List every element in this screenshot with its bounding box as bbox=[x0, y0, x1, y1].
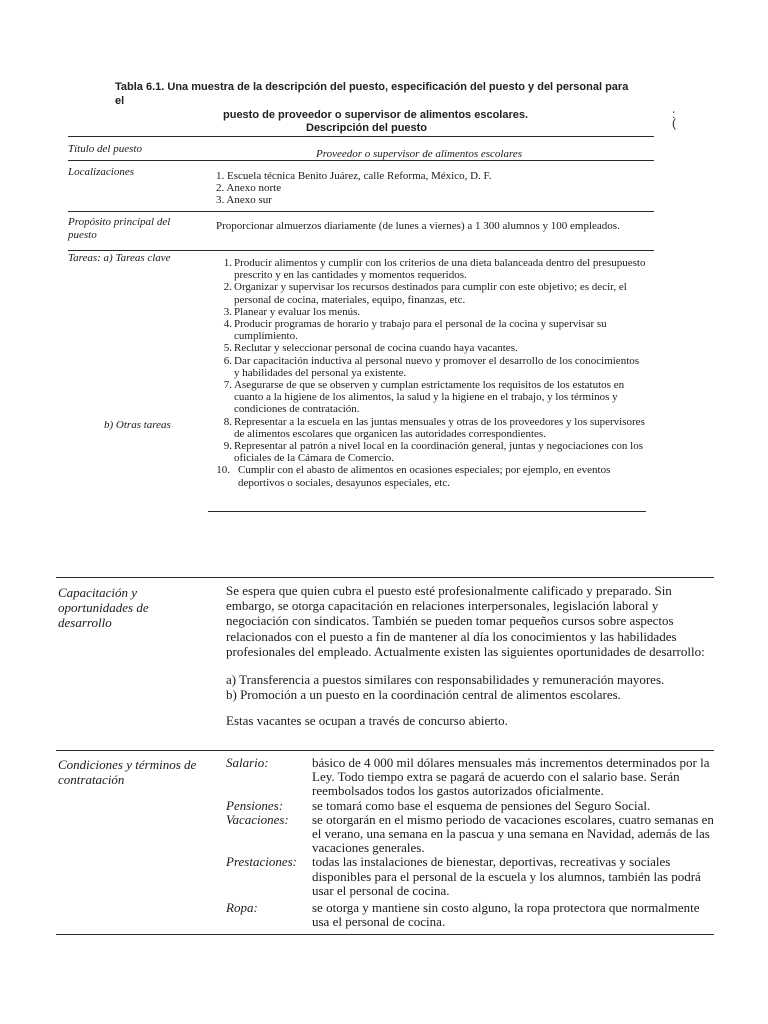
condition-key: Prestaciones: bbox=[226, 854, 297, 870]
task-item bbox=[218, 464, 646, 488]
condition-key: Salario: bbox=[226, 755, 269, 770]
task-text: Asegurarse de que se observen y cumplan estrictamente los requisitos de los estatutos en cuanto a la higiene de los alimentos, la salud y la higiene en el trabajo, y los términos y condiciones de contratación. bbox=[234, 379, 625, 416]
training-body bbox=[226, 583, 714, 729]
task-number: 10. bbox=[216, 464, 230, 477]
task-item bbox=[218, 257, 646, 281]
training-item-a: a) Transferencia a puestos similares con responsabilidades y remuneración mayores. bbox=[226, 672, 665, 688]
rule-bottom bbox=[56, 934, 714, 935]
task-item bbox=[218, 355, 646, 379]
condition-row bbox=[226, 756, 716, 799]
condition-value: se otorgarán en el mismo periodo de vacaciones escolares, cuatro semanas en el verano, una semana en la pascua y una semana en Navidad, además de las vacaciones generales. bbox=[312, 811, 714, 856]
location-item: 3. Anexo sur bbox=[216, 194, 272, 207]
task-number: 4. bbox=[223, 318, 232, 331]
rule-training-top bbox=[56, 577, 714, 578]
task-number: 2. bbox=[223, 281, 232, 294]
purpose-value: Proporcionar almuerzos diariamente (de lunes a viernes) a 1 300 alumnos y 100 empleados. bbox=[216, 220, 620, 232]
training-closing: Estas vacantes se ocupan a través de concurso abierto. bbox=[226, 713, 508, 729]
rule-tasks bbox=[208, 511, 646, 512]
tasks-other-label: b) Otras tareas bbox=[104, 419, 171, 431]
task-item bbox=[218, 281, 646, 305]
task-item bbox=[218, 416, 646, 440]
task-number: 1. bbox=[223, 257, 232, 269]
rule-conditions-top bbox=[56, 750, 714, 751]
table-caption bbox=[115, 80, 635, 122]
location-item: 2. Anexo norte bbox=[216, 182, 282, 195]
locations-list bbox=[216, 170, 636, 207]
table-heading: Descripción del puesto bbox=[306, 122, 428, 134]
task-text: Producir alimentos y cumplir con los criterios de una dieta balanceada dentro del presupuesto prescrito y en las cantidades y momentos requeridos. bbox=[234, 257, 646, 282]
caption-number: Tabla 6.1. bbox=[115, 81, 165, 93]
caption-line-2: puesto de proveedor o supervisor de alimentos escolares. bbox=[223, 109, 529, 121]
caption-line-1: Una muestra de la descripción del puesto, especificación del puesto y del personal para el bbox=[115, 81, 629, 107]
condition-key: Vacaciones: bbox=[226, 811, 289, 827]
training-label: Capacitación y oportunidades de desarrollo bbox=[58, 585, 149, 630]
task-item bbox=[218, 306, 646, 318]
condition-row bbox=[226, 799, 716, 813]
task-text: Representar al patrón a nivel local en la coordinación general, juntas y negociaciones con los oficiales de la Cámara de Comercio. bbox=[234, 440, 643, 465]
task-number: 3. bbox=[223, 305, 232, 318]
task-number: 9. bbox=[223, 440, 232, 453]
condition-value: se tomará como base el esquema de pensiones del Seguro Social. bbox=[312, 797, 651, 813]
task-item bbox=[218, 342, 646, 354]
rule-top bbox=[68, 136, 654, 137]
task-text: Planear y evaluar los menús. bbox=[234, 305, 361, 318]
margin-mark: : ( bbox=[672, 107, 676, 130]
tasks-key-label: Tareas: a) Tareas clave bbox=[68, 252, 171, 264]
task-text: Dar capacitación inductiva al personal nuevo y promover el desarrollo de los conocimientos y habilidades del personal ya existente. bbox=[234, 354, 640, 379]
condition-key: Pensiones: bbox=[226, 797, 284, 813]
condition-key: Ropa: bbox=[226, 900, 258, 916]
condition-value: se otorga y mantiene sin costo alguno, la ropa protectora que normalmente usa el personal de cocina. bbox=[312, 900, 700, 930]
task-text: Organizar y supervisar los recursos destinados para cumplir con este objetivo; es decir, el personal de cocina, materiales, equipo, finanzas, etc. bbox=[234, 281, 627, 306]
training-item-b: b) Promoción a un puesto en la coordinación central de alimentos escolares. bbox=[226, 687, 621, 703]
condition-row bbox=[226, 898, 716, 929]
training-paragraph: Se espera que quien cubra el puesto esté profesionalmente calificado y preparado. Sin embargo, se otorga capacitación en relaciones interpersonales, legislación laboral y negociación con sindicatos. También se pueden tomar pequeños cursos sobre aspectos relacionados con el puesto a fin de mantener al día los conocimientos y las habilidades profesionales del empleado. Actualmente existen las siguientes oportunidades de desarrollo: bbox=[226, 583, 705, 659]
condition-row bbox=[226, 813, 716, 856]
task-number: 8. bbox=[223, 415, 232, 428]
task-item bbox=[218, 318, 646, 342]
condition-row bbox=[226, 855, 716, 898]
title-value: Proveedor o supervisor de alimentos escolares bbox=[316, 148, 523, 160]
task-item bbox=[218, 379, 646, 416]
task-text: Cumplir con el abasto de alimentos en ocasiones especiales; por ejemplo, en eventos deportivos o sociales, desayunos especiales, etc. bbox=[238, 464, 611, 489]
rule-locations bbox=[68, 211, 654, 212]
task-number: 6. bbox=[223, 354, 232, 367]
condition-value: todas las instalaciones de bienestar, deportivas, recreativas y sociales disponibles para el personal de la escuela y los alumnos, también las podrá usar el personal de cocina. bbox=[312, 854, 701, 898]
task-number: 7. bbox=[223, 379, 232, 392]
task-text: Reclutar y seleccionar personal de cocina cuando haya vacantes. bbox=[234, 342, 518, 355]
rule-purpose bbox=[68, 250, 654, 251]
task-text: Producir programas de horario y trabajo para el personal de la cocina y supervisar su cumplimiento. bbox=[234, 318, 607, 343]
tasks-list bbox=[218, 257, 646, 489]
task-item bbox=[218, 440, 646, 464]
locations-label: Localizaciones bbox=[68, 166, 134, 178]
task-number: 5. bbox=[223, 342, 232, 355]
conditions-table bbox=[226, 756, 716, 929]
title-label: Título del puesto bbox=[68, 143, 142, 155]
task-text: Representar a la escuela en las juntas mensuales y otras de los proveedores y los supervisores de alimentos escolares que organicen las autoridades correspondientes. bbox=[234, 415, 645, 440]
condition-value: básico de 4 000 mil dólares mensuales más incrementos determinados por la Ley. Todo tiempo extra se pagará de acuerdo con el salario base. Serán reembolsados todos los gastos autorizados oficialmente. bbox=[312, 755, 710, 799]
conditions-label: Condiciones y términos de contratación bbox=[58, 757, 197, 787]
purpose-label: Propósito principal del puesto bbox=[68, 216, 171, 241]
location-item: 1. Escuela técnica Benito Juárez, calle Reforma, México, D. F. bbox=[216, 170, 492, 182]
